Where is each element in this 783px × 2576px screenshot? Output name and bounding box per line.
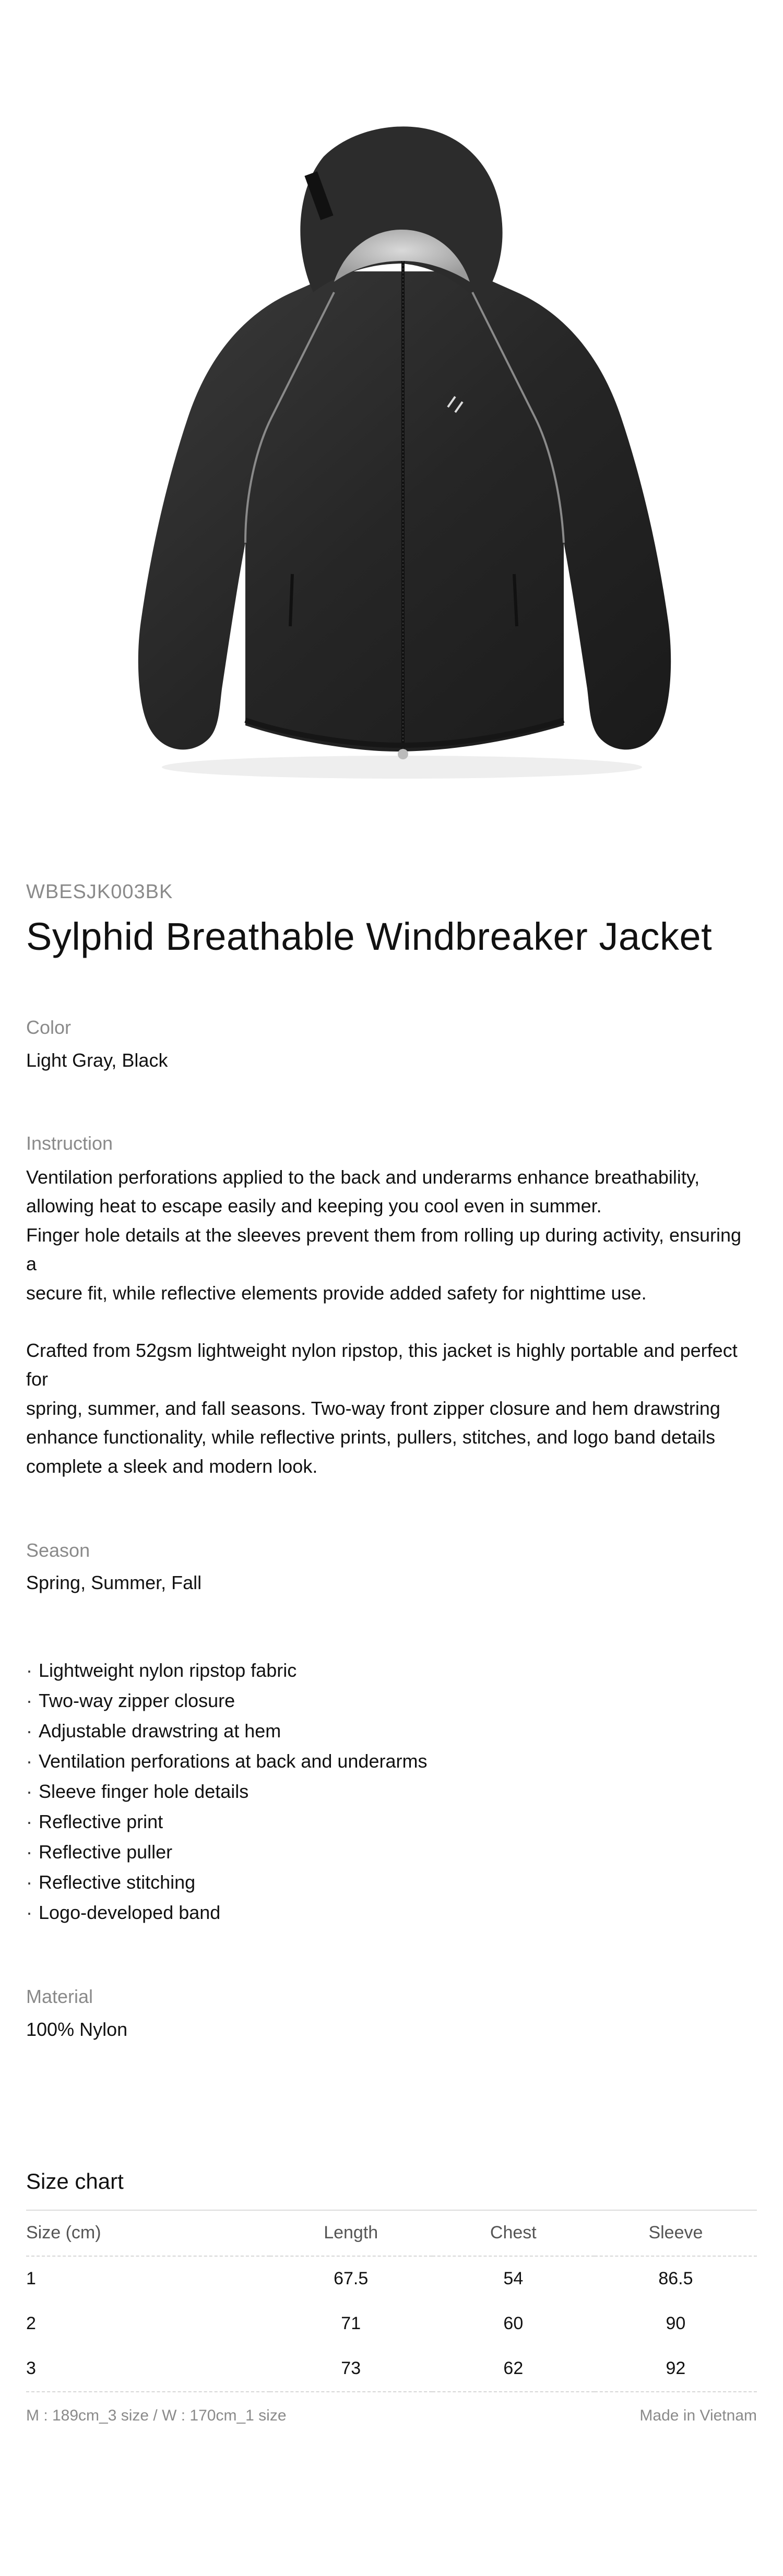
instruction-line: complete a sleek and modern look. (26, 1455, 318, 1477)
instruction-line: enhance functionality, while reflective prints, pullers, stitches, and logo band details (26, 1426, 716, 1448)
feature-item: · Sleeve finger hole details (26, 1776, 757, 1807)
feature-item: · Reflective stitching (26, 1867, 757, 1898)
feature-item: · Logo-developed band (26, 1898, 757, 1928)
season-section (26, 1539, 757, 1597)
size-chart-title: Size chart (26, 2168, 124, 2193)
material-label: Material (26, 1986, 93, 2008)
table-row (26, 2346, 757, 2392)
season-label: Season (26, 1540, 90, 1561)
instruction-line: Finger hole details at the sleeves prevent them from rolling up during activity, ensuring a (26, 1224, 742, 1275)
size-chart-table (26, 2210, 757, 2392)
feature-list (26, 1655, 757, 1928)
color-value: Light Gray, Black (26, 1049, 168, 1071)
feature-item: · Ventilation perforations at back and underarms (26, 1746, 757, 1776)
size-header: Size (cm) (26, 2223, 101, 2243)
product-info (26, 882, 757, 2425)
sleeve-cell: 90 (666, 2313, 686, 2334)
chest-cell: 54 (503, 2269, 524, 2289)
size-cell: 2 (26, 2313, 36, 2334)
table-row (26, 2301, 757, 2346)
length-cell: 73 (341, 2358, 361, 2379)
color-label: Color (26, 1017, 72, 1039)
feature-item: · Lightweight nylon ripstop fabric (26, 1655, 757, 1686)
instruction-line: secure fit, while reflective elements provide added safety for nighttime use. (26, 1282, 647, 1304)
model-size-note: M : 189cm_3 size / W : 170cm_1 size (26, 2406, 287, 2424)
chest-cell: 60 (503, 2313, 524, 2334)
color-section (26, 1016, 757, 1074)
product-image (0, 0, 783, 856)
instruction-line: allowing heat to escape easily and keeping you cool even in summer. (26, 1195, 602, 1217)
chest-header: Chest (490, 2223, 537, 2243)
feature-item: · Reflective puller (26, 1837, 757, 1867)
size-cell: 1 (26, 2269, 36, 2289)
length-cell: 67.5 (334, 2269, 369, 2289)
table-row (26, 2256, 757, 2301)
size-cell: 3 (26, 2358, 36, 2379)
size-chart-footer (26, 2407, 757, 2425)
feature-item: · Adjustable drawstring at hem (26, 1716, 757, 1746)
sleeve-cell: 92 (666, 2358, 686, 2379)
instruction-line: Ventilation perforations applied to the back and underarms enhance breathability, (26, 1166, 700, 1188)
instruction-section (26, 1132, 757, 1481)
product-code: WBESJK003BK (26, 881, 173, 903)
length-header: Length (324, 2223, 378, 2243)
instruction-line: Crafted from 52gsm lightweight nylon ripstop, this jacket is highly portable and perfect for (26, 1339, 738, 1390)
season-value: Spring, Summer, Fall (26, 1572, 202, 1594)
material-section (26, 1985, 757, 2043)
product-title: Sylphid Breathable Windbreaker Jacket (26, 915, 713, 958)
material-value: 100% Nylon (26, 2018, 128, 2040)
feature-item: · Two-way zipper closure (26, 1686, 757, 1716)
chest-cell: 62 (503, 2358, 524, 2379)
length-cell: 71 (341, 2313, 361, 2334)
instruction-line: spring, summer, and fall seasons. Two-way front zipper closure and hem drawstring (26, 1397, 720, 1419)
sleeve-header: Sleeve (648, 2223, 703, 2243)
size-chart-header-row (26, 2210, 757, 2256)
instruction-label: Instruction (26, 1132, 113, 1154)
jacket-image (0, 0, 783, 856)
sleeve-cell: 86.5 (658, 2269, 693, 2289)
origin-note: Made in Vietnam (639, 2406, 757, 2424)
size-chart-section (26, 2169, 757, 2425)
feature-item: · Reflective print (26, 1807, 757, 1837)
